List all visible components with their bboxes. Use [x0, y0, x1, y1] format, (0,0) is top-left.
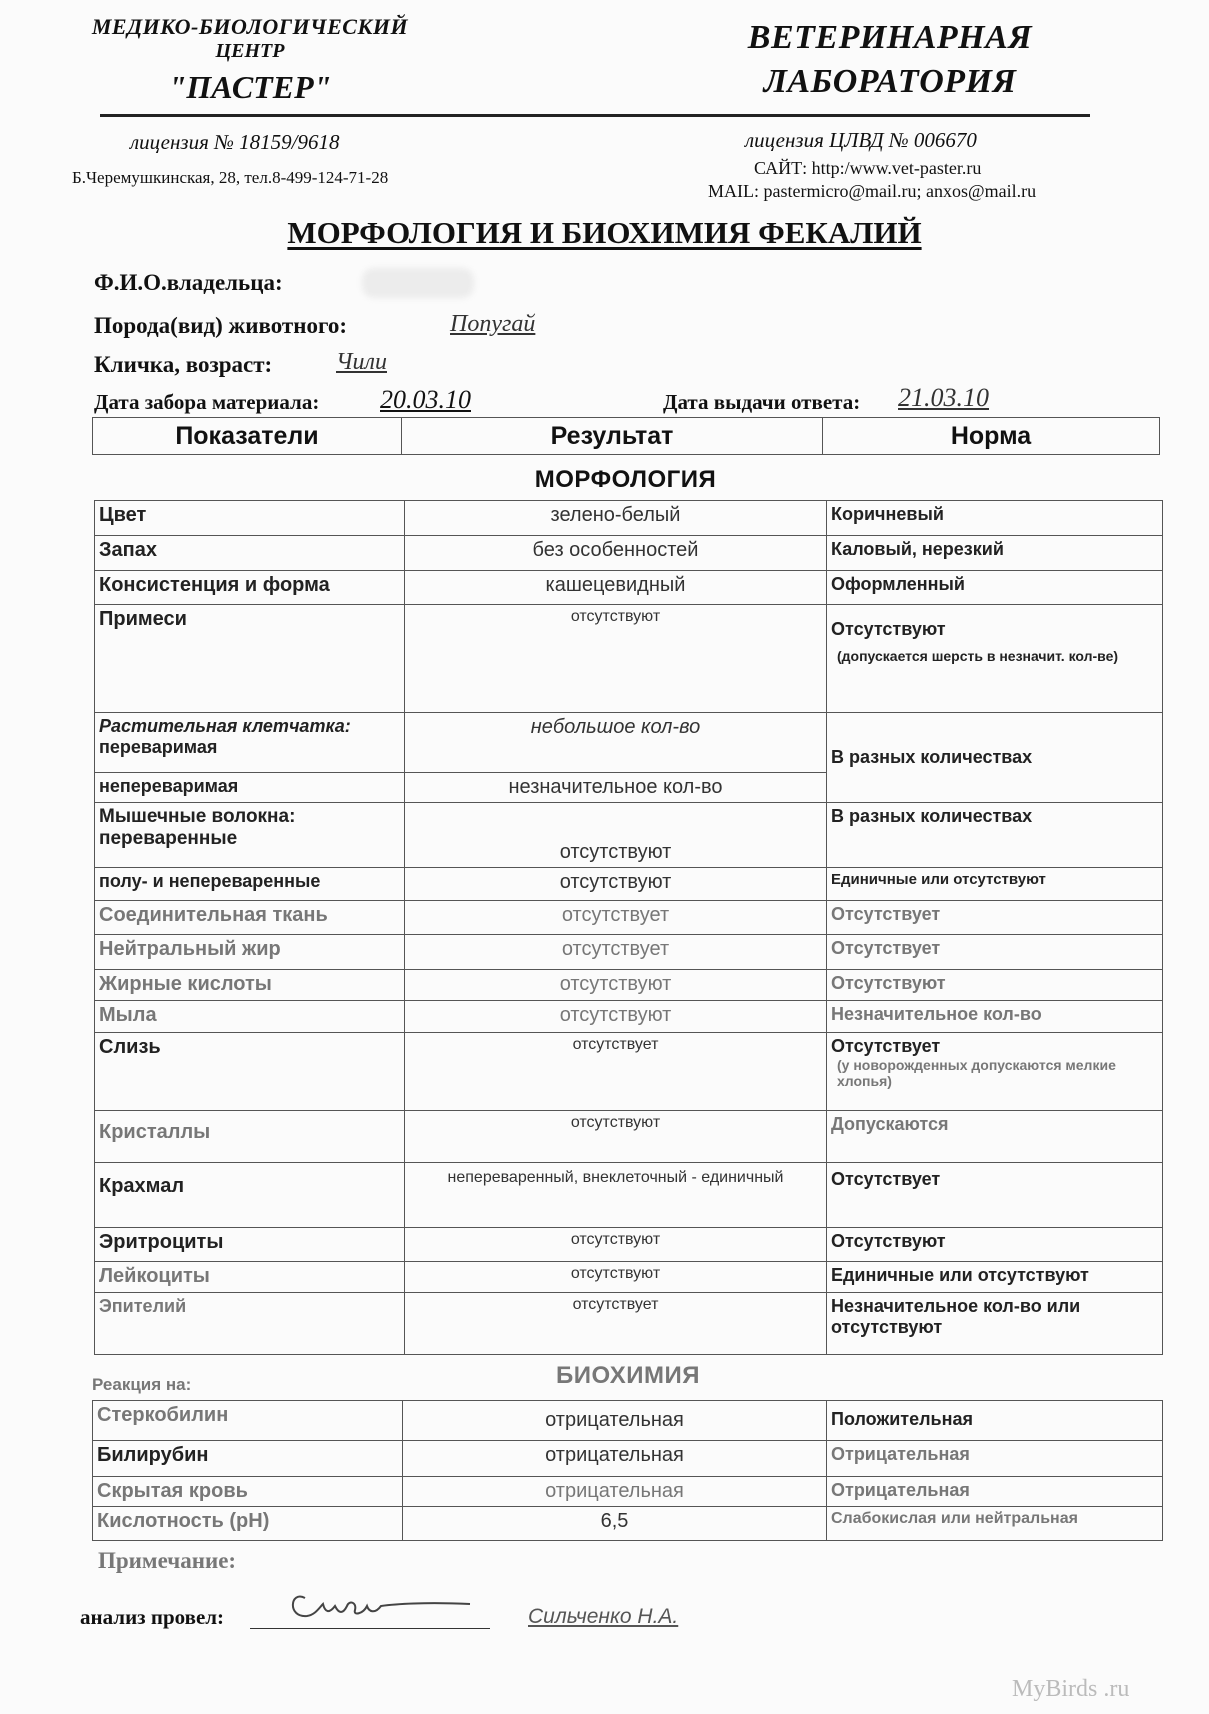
indicator-cell: Крахмал [95, 1163, 405, 1228]
indicator-cell: Стеркобилин [93, 1401, 403, 1441]
table-row [95, 970, 1163, 1001]
indicator-cell: Эпителий [95, 1293, 405, 1355]
norm-cell: Отсутствует [827, 901, 1163, 935]
license-right: лицензия ЦЛВД № 006670 [745, 128, 977, 152]
indicator-cell: Цвет [95, 501, 405, 536]
col-header-norm: Норма [823, 418, 1160, 455]
norm-cell: Единичные или отсутствуют [827, 868, 1163, 901]
site-link[interactable]: САЙТ: http:/www.vet-paster.ru [754, 158, 982, 178]
norm-cell: Каловый, нерезкий [827, 536, 1163, 571]
center-line-2: ЦЕНТР [215, 40, 285, 62]
indicator-cell: Мыла [95, 1001, 405, 1033]
table-row [93, 1507, 1163, 1541]
norm-note: (у новорожденных допускаются мелкие хлопья) [837, 1057, 1116, 1089]
norm-cell: Отрицательная [827, 1441, 1163, 1477]
result-cell: отсутствует [405, 1033, 827, 1111]
norm-text: Отсутствует [831, 1036, 941, 1056]
table-row [95, 713, 1163, 773]
indicator-cell: полу- и непереваренные [95, 868, 405, 901]
result-cell: непереваренный, внеклеточный - единичный [405, 1163, 827, 1228]
breed-label: Порода(вид) животного: [94, 313, 347, 338]
indicator-cell: Жирные кислоты [95, 970, 405, 1001]
biochemistry-table [92, 1400, 1163, 1541]
result-cell: отрицательная [403, 1441, 827, 1477]
pet-name-value: Чили [336, 349, 387, 375]
indicator-cell: Слизь [95, 1033, 405, 1111]
indicator-subitem: переваренные [99, 828, 238, 849]
table-row [95, 536, 1163, 571]
norm-cell: Слабокислая или нейтральная [827, 1507, 1163, 1541]
lab-line-1: ВЕТЕРИНАРНАЯ [747, 19, 1033, 56]
result-cell: отсутствуют [405, 1262, 827, 1293]
analyst-label: анализ провел: [80, 1605, 225, 1629]
header-divider [100, 114, 1090, 117]
table-row [95, 501, 1163, 536]
table-row [95, 605, 1163, 713]
result-cell: отсутствует [405, 901, 827, 935]
result-cell: 6,5 [403, 1507, 827, 1541]
norm-cell [827, 1033, 1163, 1111]
collect-date-label: Дата забора материала: [94, 390, 320, 414]
license-left: лицензия № 18159/9618 [130, 130, 340, 154]
table-row [95, 901, 1163, 935]
norm-cell: Отсутствует [827, 1163, 1163, 1228]
issue-date-value: 21.03.10 [898, 383, 989, 412]
indicator-group-title: Растительная клетчатка: [99, 716, 351, 736]
table-row [95, 1001, 1163, 1033]
morphology-table [94, 500, 1163, 1355]
document-title: МОРФОЛОГИЯ И БИОХИМИЯ ФЕКАЛИЙ [287, 215, 922, 250]
norm-cell: Незначительное кол-во или отсутствуют [827, 1293, 1163, 1355]
table-row [93, 1477, 1163, 1507]
indicator-cell: Кристаллы [95, 1111, 405, 1163]
column-header-table [92, 417, 1160, 455]
norm-cell: Отсутствуют [827, 1228, 1163, 1262]
analyst-name: Сильченко Н.А. [528, 1605, 679, 1628]
table-row [95, 935, 1163, 970]
norm-cell: Допускаются [827, 1111, 1163, 1163]
watermark-logo: MyBirds .ru [1012, 1676, 1130, 1702]
indicator-cell: непереваримая [95, 773, 405, 803]
note-label: Примечание: [98, 1548, 237, 1573]
norm-cell: Отсутствует [827, 935, 1163, 970]
indicator-cell: Билирубин [93, 1441, 403, 1477]
indicator-cell: Запах [95, 536, 405, 571]
issue-date-label: Дата выдачи ответа: [663, 390, 861, 414]
result-cell: без особенностей [405, 536, 827, 571]
handwritten-signature [285, 1580, 475, 1630]
signature-line [250, 1628, 490, 1629]
col-header-indicators: Показатели [93, 418, 402, 455]
result-cell: отсутствуют [405, 1001, 827, 1033]
table-row [95, 1293, 1163, 1355]
result-cell: отсутствуют [405, 605, 827, 713]
indicator-group-title: Мышечные волокна: [99, 806, 296, 827]
norm-cell: Коричневый [827, 501, 1163, 536]
result-cell: отсутствуют [405, 1228, 827, 1262]
table-row [95, 1262, 1163, 1293]
indicator-cell [95, 713, 405, 773]
breed-value: Попугай [450, 311, 536, 337]
norm-cell: Положительная [827, 1401, 1163, 1441]
table-row [95, 803, 1163, 868]
table-row [93, 1401, 1163, 1441]
indicator-subitem: переваримая [99, 737, 218, 757]
norm-cell: В разных количествах [827, 713, 1163, 803]
norm-cell: В разных количествах [827, 803, 1163, 868]
table-row [95, 1163, 1163, 1228]
result-cell: отрицательная [403, 1477, 827, 1507]
center-name [60, 14, 440, 106]
table-row [95, 1033, 1163, 1111]
indicator-cell: Скрытая кровь [93, 1477, 403, 1507]
owner-label: Ф.И.О.владельца: [94, 270, 283, 295]
reaction-label: Реакция на: [92, 1375, 192, 1394]
indicator-cell: Соединительная ткань [95, 901, 405, 935]
indicator-cell: Кислотность (рН) [93, 1507, 403, 1541]
morphology-section-title: МОРФОЛОГИЯ [534, 466, 717, 493]
indicator-cell: Лейкоциты [95, 1262, 405, 1293]
result-cell: отрицательная [403, 1401, 827, 1441]
result-cell: отсутствуют [405, 803, 827, 868]
biochemistry-section-title: БИОХИМИЯ [555, 1362, 700, 1389]
norm-text: Отсутствуют [831, 619, 946, 639]
result-cell: незначительное кол-во [405, 773, 827, 803]
norm-cell: Оформленный [827, 571, 1163, 605]
table-row [95, 1111, 1163, 1163]
result-cell: отсутствуют [405, 970, 827, 1001]
redacted-owner [362, 268, 474, 298]
result-cell: небольшое кол-во [405, 713, 827, 773]
norm-cell: Единичные или отсутствуют [827, 1262, 1163, 1293]
result-cell: зелено-белый [405, 501, 827, 536]
result-cell: отсутствуют [405, 868, 827, 901]
norm-cell [827, 605, 1163, 713]
address: Б.Черемушкинская, 28, тел.8-499-124-71-28 [72, 168, 389, 187]
table-row [95, 571, 1163, 605]
result-cell: отсутствует [405, 935, 827, 970]
collect-date-value: 20.03.10 [380, 385, 471, 414]
mail-link[interactable]: MAIL: pastermicro@mail.ru; anxos@mail.ru [708, 181, 1037, 201]
norm-note: (допускается шерсть в незначит. кол-ве) [837, 648, 1119, 664]
table-row [95, 1228, 1163, 1262]
norm-cell: Незначительное кол-во [827, 1001, 1163, 1033]
indicator-cell: Эритроциты [95, 1228, 405, 1262]
col-header-result: Результат [402, 418, 823, 455]
pet-name-label: Кличка, возраст: [94, 352, 273, 377]
table-row [93, 1441, 1163, 1477]
indicator-cell [95, 803, 405, 868]
result-cell: отсутствует [405, 1293, 827, 1355]
center-line-3: "ПАСТЕР" [168, 69, 332, 105]
indicator-cell: Консистенция и форма [95, 571, 405, 605]
lab-name [700, 16, 1080, 104]
result-cell: отсутствуют [405, 1111, 827, 1163]
norm-cell: Отрицательная [827, 1477, 1163, 1507]
norm-cell: Отсутствуют [827, 970, 1163, 1001]
indicator-cell: Примеси [95, 605, 405, 713]
result-cell: кашецевидный [405, 571, 827, 605]
indicator-cell: Нейтральный жир [95, 935, 405, 970]
center-line-1: МЕДИКО-БИОЛОГИЧЕСКИЙ [91, 14, 409, 39]
table-row [95, 868, 1163, 901]
lab-line-2: ЛАБОРАТОРИЯ [763, 63, 1017, 100]
